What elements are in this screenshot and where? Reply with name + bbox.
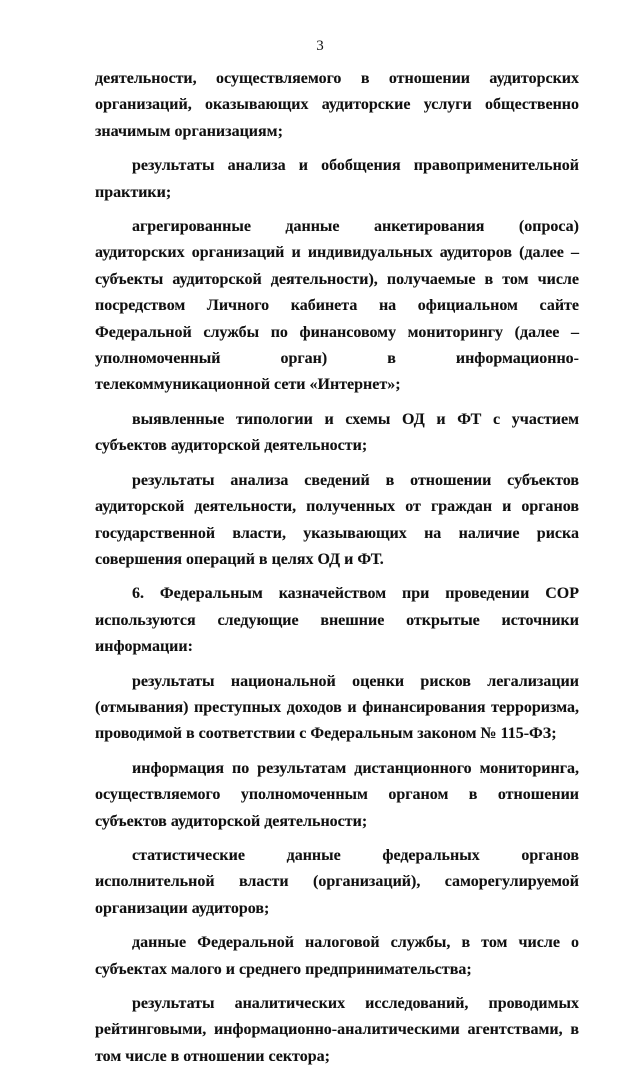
paragraph-remote-monitoring: информация по результатам дистанционного мониторинга, осуществляемого уполномоченным органом в отношении субъектов аудиторской деятельности; <box>95 759 579 830</box>
paragraph-national-risk-assessment: результаты национальной оценки рисков легализации (отмывания) преступных доходов и финансирования терроризма, проводимой в соответствии с Федеральным законом № 115-ФЗ; <box>95 672 579 743</box>
page-number: 3 <box>316 38 324 54</box>
paragraph-law-practice: результаты анализа и обобщения правоприменительной практики; <box>95 157 579 201</box>
document-body <box>95 66 579 1078</box>
paragraph-citizen-reports: результаты анализа сведений в отношении субъектов аудиторской деятельности, полученных от граждан и органов государственной власти, указывающих на наличие риска совершения операций в целях ОД и ФТ. <box>95 471 579 568</box>
paragraph-section-6: 6. Федеральным казначейством при проведении СОР используются следующие внешние открытые источники информации: <box>95 585 579 656</box>
paragraph-tax-service: данные Федеральной налоговой службы, в том числе о субъектах малого и среднего предпринимательства; <box>95 934 579 978</box>
paragraph-statistics: статистические данные федеральных органов исполнительной власти (организаций), саморегулируемой организации аудиторов; <box>95 846 579 917</box>
paragraph-continuation: деятельности, осуществляемого в отношении аудиторских организаций, оказывающих аудиторские услуги общественно значимым организациям; <box>95 70 579 140</box>
paragraph-analytical-research: результаты аналитических исследований, проводимых рейтинговыми, информационно-аналитическими агентствами, в том числе в отношении сектора; <box>95 995 579 1065</box>
paragraph-typologies: выявленные типологии и схемы ОД и ФТ с участием субъектов аудиторской деятельности; <box>95 410 579 455</box>
paragraph-survey-data: агрегированные данные анкетирования (опроса) аудиторских организаций и индивидуальных аудиторов (далее – субъекты аудиторской деятельности), получаемые в том числе посредством Личного кабинета на официальном сайте Федеральной службы по финансовому мониторингу (далее – уполномоченный орган) в информационно-телекоммуникационной сети «Интернет»; <box>95 218 579 394</box>
